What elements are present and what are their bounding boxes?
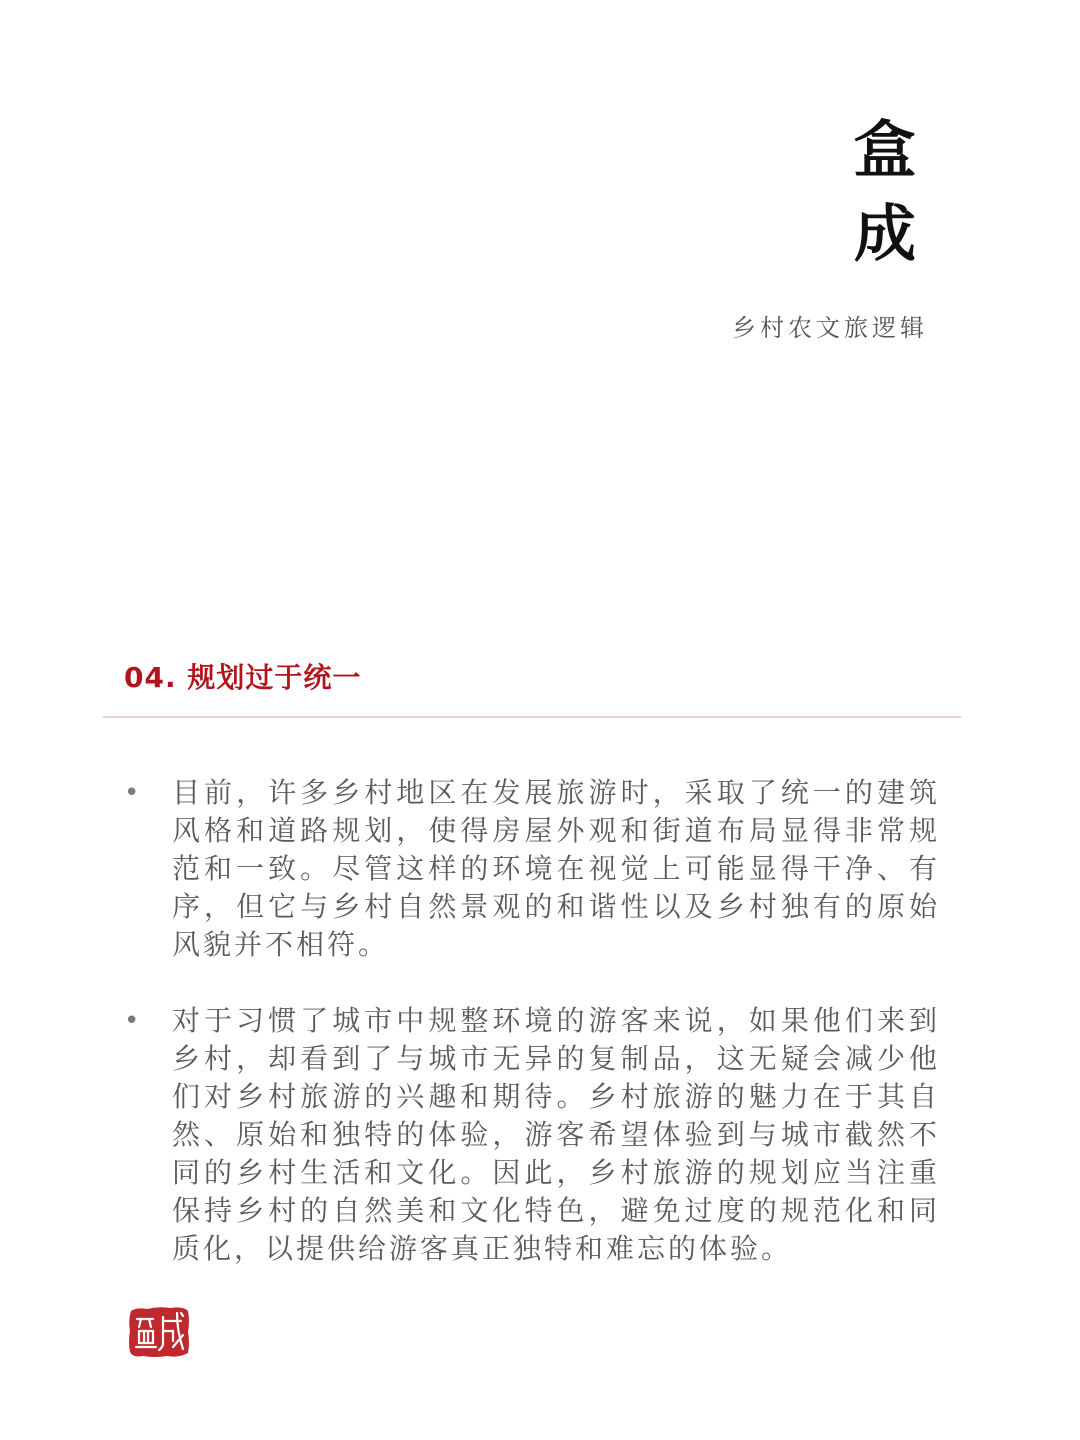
seal-stamp-icon bbox=[127, 1305, 191, 1359]
bullet-dot-icon: • bbox=[124, 1006, 140, 1036]
bullet-dot-icon: • bbox=[124, 778, 140, 808]
bullet-text: 对于习惯了城市中规整环境的游客来说，如果他们来到乡村，却看到了与城市无异的复制品，这无疑会减少他们对乡村旅游的兴趣和期待。乡村旅游的魅力在于其自然、原始和独特的体验，游客希望体验到与城市截然不同的乡村生活和文化。因此，乡村旅游的规划应当注重保持乡村的自然美和文化特色，避免过度的规范化和同质化，以提供给游客真正独特和难忘的体验。 bbox=[172, 1004, 940, 1265]
bullet-text: 目前，许多乡村地区在发展旅游时，采取了统一的建筑风格和道路规划，使得房屋外观和街道布局显得非常规范和一致。尽管这样的环境在视觉上可能显得干净、有序，但它与乡村自然景观的和谐性以及乡村独有的原始风貌并不相符。 bbox=[172, 776, 940, 961]
divider bbox=[103, 716, 961, 718]
bullet-item bbox=[124, 1002, 944, 1268]
brand-title bbox=[840, 108, 930, 276]
brand-char-1: 盒 bbox=[853, 113, 916, 186]
section-heading: 04. 规划过于统一 bbox=[124, 661, 362, 694]
bullet-item bbox=[124, 774, 944, 964]
brand-char-2: 成 bbox=[853, 197, 916, 270]
bullet-list bbox=[124, 774, 944, 1306]
subtitle: 乡村农文旅逻辑 bbox=[732, 314, 928, 342]
